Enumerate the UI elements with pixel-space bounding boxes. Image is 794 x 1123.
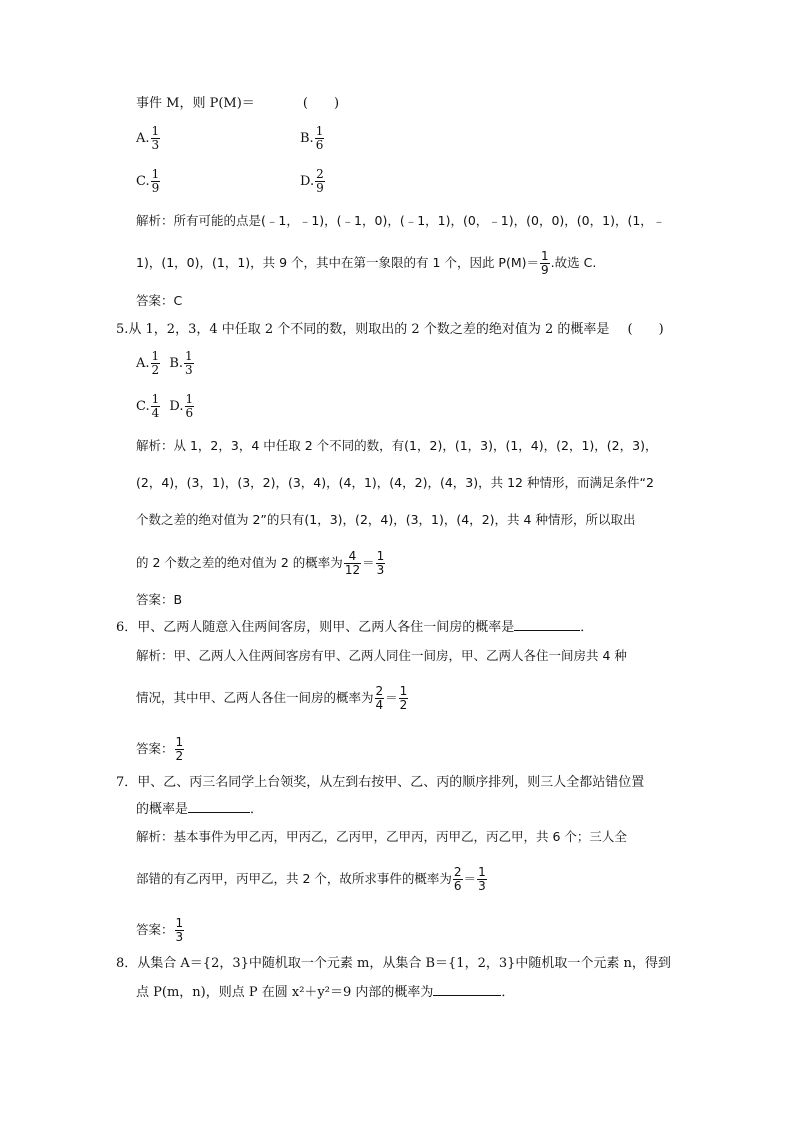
q4-option-b: B. $\frac{1}{6}$ [300, 124, 324, 152]
q4-option-c: C. $\frac{1}{9}$ [136, 167, 160, 195]
q4-option-a: A. $\frac{1}{3}$ [136, 124, 160, 152]
q6-answer-blank [514, 618, 580, 631]
q8-stem-line1: 8．从集合 A＝{2，3}中随机取一个元素 m，从集合 B＝{1，2，3}中随机取一个元素 n，得到 [116, 956, 671, 971]
q5-analysis-line1: 解析：从 1，2，3，4 中任取 2 个不同的数，有(1，2)，(1，3)，(1，4)，(2，1)，(2，3)， [136, 438, 658, 453]
q4-paren: ( ) [302, 96, 340, 111]
q6-answer: 答案： $\frac{1}{2}$ [136, 735, 184, 763]
q5-answer: 答案：B [136, 592, 183, 607]
q8-answer-blank [433, 983, 501, 996]
q5-paren: ( ) [627, 322, 664, 337]
q5-options-row1 [136, 350, 195, 377]
q7-stem-line2: 的概率是 ． [136, 802, 264, 817]
q4-analysis-line2: 1)，(1，0)，(1，1)，共 9 个，其中在第一象限的有 1 个，因此 P(M)＝ $\frac{1}{9}$ .故选 C. [136, 249, 597, 277]
q5-analysis-line4: 的 2 个数之差的绝对值为 2 的概率为 $\frac{4}{12}$ ＝ $\frac{1}{3}$ [136, 549, 385, 577]
q5-option-a: A. $\frac{1}{2}$ [136, 349, 160, 377]
q4-answer: 答案：C [136, 293, 183, 308]
q6-stem: 6．甲、乙两人随意入住两间客房，则甲、乙两人各住一间房的概率是 ． [116, 620, 594, 635]
q5-option-d: D. $\frac{1}{6}$ [169, 392, 194, 420]
q4-analysis-line1: 解析：所有可能的点是(﹣1，﹣1)，(﹣1，0)，(﹣1，1)，(0，﹣1)，(0，0)，(0，1)，(1，﹣ [136, 213, 666, 228]
q5-options-row2 [136, 393, 195, 420]
q5-analysis-line2: (2，4)，(3，1)，(3，2)，(3，4)，(4，1)，(4，2)，(4，3)，共 12 种情形，而满足条件“2 [136, 475, 654, 490]
q7-analysis-line1: 解析：基本事件为甲乙丙，甲丙乙，乙丙甲，乙甲丙，丙甲乙，丙乙甲，共 6 个；三人全 [136, 829, 627, 844]
q7-analysis-line2: 部错的有乙丙甲，丙甲乙，共 2 个，故所求事件的概率为 $\frac{2}{6}$ ＝ $\frac{1}{3}$ [136, 865, 486, 893]
q6-analysis-line2: 情况，其中甲、乙两人各住一间房的概率为 $\frac{2}{4}$ ＝ $\frac{1}{2}$ [136, 684, 408, 712]
q6-analysis-line1: 解析：甲、乙两人入住两间客房有甲、乙两人同住一间房，甲、乙两人各住一间房共 4 种 [136, 648, 627, 663]
q5-stem: 5.从 1，2，3，4 中任取 2 个不同的数，则取出的 2 个数之差的绝对值为 2 的概率是 ( ) [116, 322, 664, 337]
q7-answer: 答案： $\frac{1}{3}$ [136, 916, 184, 944]
q5-option-c: C. $\frac{1}{4}$ [136, 392, 160, 420]
q5-option-b: B. $\frac{1}{3}$ [169, 349, 193, 377]
q7-stem-line1: 7．甲、乙、丙三名同学上台领奖，从左到右按甲、乙、丙的顺序排列，则三人全都站错位置 [116, 775, 645, 790]
q4-stem: 事件 M，则 P(M)＝ ( ) [136, 96, 340, 111]
q4-option-d: D. $\frac{2}{9}$ [300, 167, 324, 195]
q8-stem-line2: 点 P(m，n)，则点 P 在圆 x²＋y²＝9 内部的概率为 ． [136, 985, 515, 1000]
q5-analysis-line3: 个数之差的绝对值为 2”的只有(1，3)，(2，4)，(3，1)，(4，2)，共 4 种情形，所以取出 [136, 512, 636, 527]
q7-answer-blank [188, 800, 250, 813]
